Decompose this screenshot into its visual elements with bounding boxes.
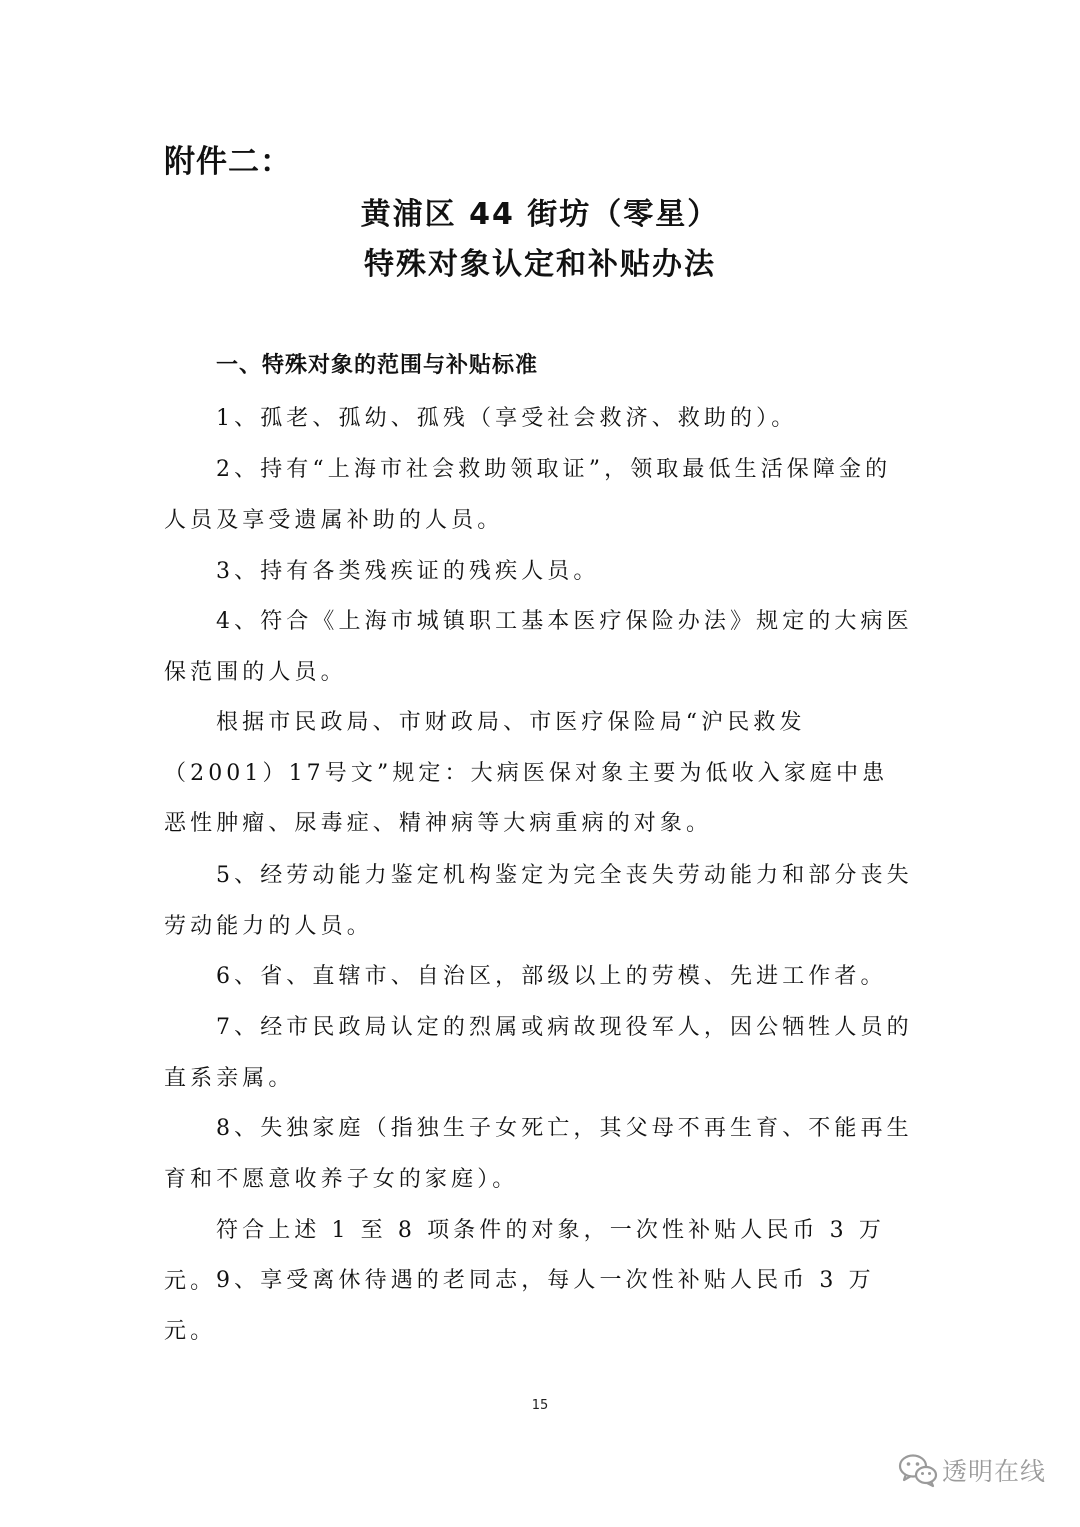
watermark — [898, 1450, 1046, 1490]
paragraph-8: 8、失独家庭（指独生子女死亡，其父母不再生育、不能再生育和不愿意收养子女的家庭）。 — [164, 1116, 913, 1192]
document-title-line-1: 黄浦区 44 街坊（零星） — [360, 197, 720, 232]
paragraph-6: 6、省、直辖市、自治区，部级以上的劳模、先进工作者。 — [216, 964, 887, 989]
paragraph-1: 1、孤老、孤幼、孤残（享受社会救济、救助的）。 — [216, 406, 798, 431]
wechat-icon — [898, 1452, 938, 1488]
page-number: 15 — [531, 1398, 549, 1413]
attachment-label: 附件二： — [164, 144, 292, 180]
paragraph-summary: 符合上述 1 至 8 项条件的对象，一次性补贴人民币 3 万元。 — [164, 1218, 885, 1294]
paragraph-3: 3、持有各类残疾证的残疾人员。 — [216, 559, 600, 584]
paragraph-2: 2、持有“上海市社会救助领取证”，领取最低生活保障金的人员及享受遗属补助的人员。 — [164, 457, 892, 533]
watermark-text: 透明在线 — [942, 1457, 1047, 1486]
document-title-line-2: 特殊对象认定和补贴办法 — [364, 247, 716, 282]
section-heading: 一、特殊对象的范围与补贴标准 — [216, 353, 539, 378]
paragraph-9: 9、享受离休待遇的老同志，每人一次性补贴人民币 3 万元。 — [164, 1268, 875, 1344]
paragraph-5: 5、经劳动能力鉴定机构鉴定为完全丧失劳动能力和部分丧失劳动能力的人员。 — [164, 863, 913, 939]
paragraph-note: 根据市民政局、市财政局、市医疗保险局“沪民救发（2001）17号文”规定：大病医保对象主要为低收入家庭中患恶性肿瘤、尿毒症、精神病等大病重病的对象。 — [164, 710, 889, 836]
paragraph-4: 4、符合《上海市城镇职工基本医疗保险办法》规定的大病医保范围的人员。 — [164, 609, 913, 685]
paragraph-7: 7、经市民政局认定的烈属或病故现役军人，因公牺牲人员的直系亲属。 — [164, 1015, 913, 1091]
